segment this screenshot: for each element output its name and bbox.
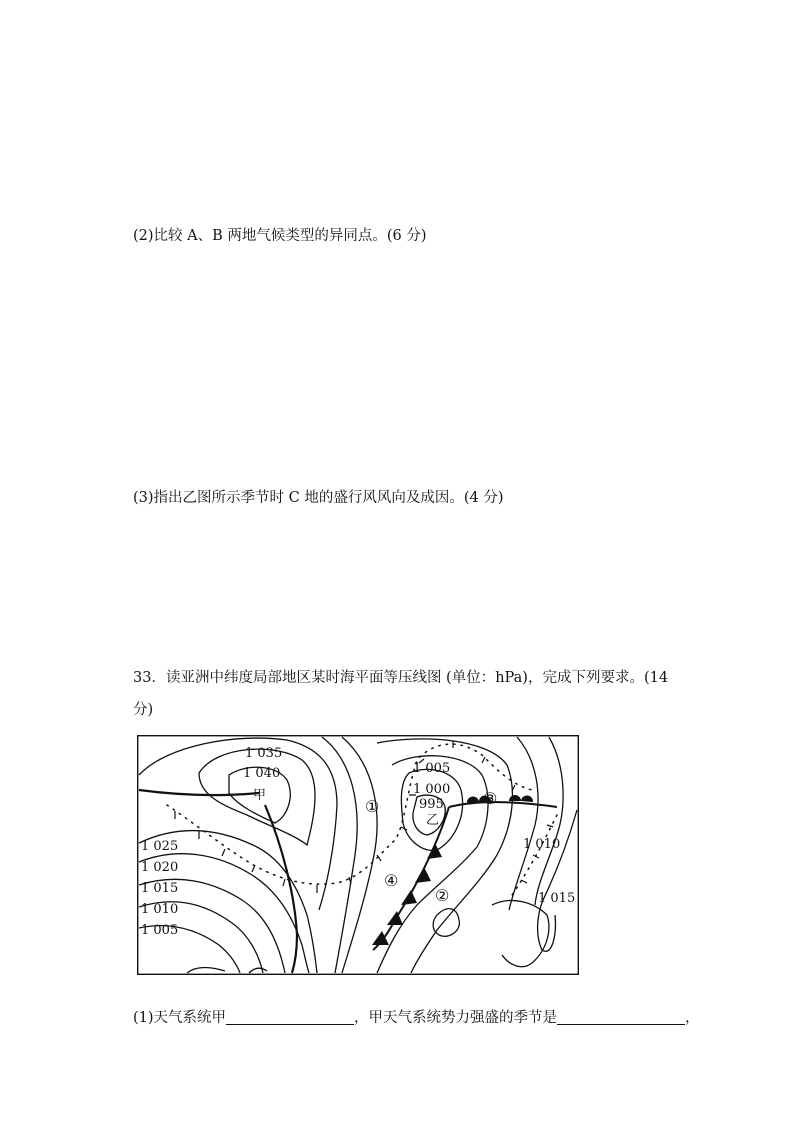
q33-1-text-c: ， <box>685 1010 700 1026</box>
label-1010-east: 1 010 <box>523 837 561 852</box>
answer-blank-2[interactable] <box>557 1009 685 1025</box>
question-33-1 <box>133 1008 700 1028</box>
question-2: (2)比较 A、B 两地气候类型的异同点。(6 分) <box>133 228 427 244</box>
label-jia: 甲 <box>253 788 267 803</box>
q33-1-text-a: (1)天气系统甲 <box>133 1010 227 1026</box>
marker-2: ② <box>435 886 450 905</box>
label-1010: 1 010 <box>141 902 179 917</box>
question-3: (3)指出乙图所示季节时 C 地的盛行风风向及成因。(4 分) <box>133 490 504 506</box>
marker-4: ④ <box>384 871 399 890</box>
label-1015: 1 015 <box>141 881 179 896</box>
label-1005: 1 005 <box>141 923 179 938</box>
label-1020: 1 020 <box>141 860 179 875</box>
answer-blank-1[interactable] <box>226 1009 354 1025</box>
label-1025: 1 025 <box>141 839 179 854</box>
label-1040: 1 040 <box>243 766 281 781</box>
isobar-map <box>137 735 579 975</box>
label-1005-east: 1 005 <box>413 761 451 776</box>
label-yi: 乙 <box>426 813 440 828</box>
q33-1-text-b: ，甲天气系统势力强盛的季节是 <box>354 1010 558 1026</box>
question-33-text-cont: 分) <box>133 702 154 718</box>
label-1015-east: 1 015 <box>538 891 576 906</box>
marker-1: ① <box>365 797 380 816</box>
question-33 <box>133 662 733 726</box>
label-1035: 1 035 <box>245 746 283 761</box>
marker-3: ③ <box>483 789 498 808</box>
question-33-text: 33．读亚洲中纬度局部地区某时海平面等压线图 (单位：hPa)，完成下列要求。(14 <box>133 670 669 686</box>
label-995: 995 <box>419 797 444 812</box>
label-1000: 1 000 <box>413 782 451 797</box>
